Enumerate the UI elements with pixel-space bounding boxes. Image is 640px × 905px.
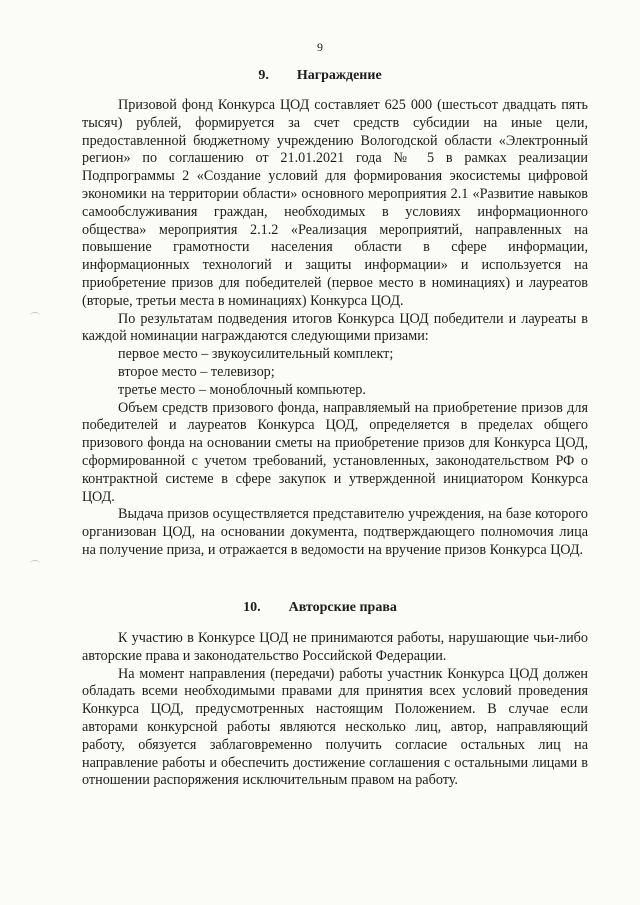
prize-list-item: третье место – моноблочный компьютер. [118,381,366,398]
section-body-copyright [82,630,588,790]
section-number: 9. [258,68,269,83]
section-title: Награждение [296,68,382,83]
scan-hole-mark [30,312,40,319]
prize-list-item: второе место – телевизор; [118,363,275,380]
section-title: Авторские права [288,600,397,615]
section-body-awards [82,97,588,560]
paragraph: По результатам подведения итогов Конкурса ЦОД победители и лауреаты в каждой номинации награждаются следующими призами: [82,310,588,345]
section-heading-awards [0,68,640,84]
paragraph: К участию в Конкурсе ЦОД не принимаются работы, нарушающие чьи-либо авторские права и законодательство Российской Федерации. [82,630,588,664]
scan-hole-mark [30,560,40,567]
paragraph: Выдача призов осуществляется представителю учреждения, на базе которого организован ЦОД, на основании документа, подтверждающего полномочия лица на получение приза, и отражается в ведомости на вручение призов Конкурса ЦОД. [82,506,588,558]
paragraph: На момент направления (передачи) работы участник Конкурса ЦОД должен обладать всеми необходимыми правами для принятия всех условий проведения Конкурса ЦОД, предусмотренных настоящим Положением. В случае если авторами конкурсной работы являются несколько лиц, автор, направляющий работу, обязуется заблаговременно получить согласие остальных лиц на направление работы и обеспечить достижение соглашения с остальными лицами в отношении распоряжения исключительным правом на работу. [82,665,588,789]
section-heading-copyright [0,600,640,616]
section-number: 10. [243,600,261,615]
page-number: 9 [317,40,323,54]
paragraph: Объем средств призового фонда, направляемый на приобретение призов для победителей и лауреатов Конкурса ЦОД, определяется в пределах общего призового фонда на основании сметы на приобретение призов для Конкурса ЦОД, сформированной с учетом требований, установленных, законодательством РФ о контрактной системе в сфере закупок и утвержденной инициатором Конкурса ЦОД. [82,399,588,505]
prize-list-item: первое место – звукоусилительный комплект; [118,346,394,363]
paragraph: Призовой фонд Конкурса ЦОД составляет 625 000 (шестьсот двадцать пять тысяч) рублей, формируется за счет средств субсидии на иные цели, предоставленной бюджетному учреждению Вологодской области «Электронный регион» по соглашению от 21.01.2021 года № 5 в рамках реализации Подпрограммы 2 «Создание условий для формирования экосистемы цифровой экономики на территории области» основного мероприятия 2.1 «Развитие навыков самообслуживания граждан, необходимых в условиях информационного общества» мероприятия 2.1.2 «Реализация мероприятий, направленных на повышение грамотности населения области в сфере информации, информационных технологий и защиты информации» и используется на приобретение призов для победителей (первое место в номинациях) и лауреатов (вторые, третьи места в номинациях) Конкурса ЦОД. [82,97,588,309]
